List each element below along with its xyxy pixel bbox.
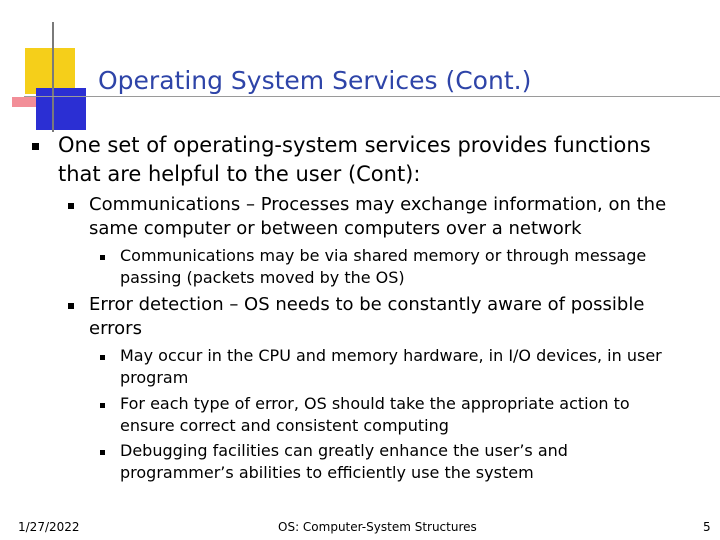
bullet-text: May occur in the CPU and memory hardware, in I/O devices, in user: [120, 346, 662, 365]
bullet-square-icon: [32, 143, 39, 150]
bullet-text: errors: [89, 318, 142, 339]
bullet-text: Communications – Processes may exchange information, on the: [89, 194, 667, 215]
bullet-text: For each type of error, OS should take the appropriate action to: [120, 394, 630, 413]
bullet-text: Communications may be via shared memory or through message: [120, 246, 647, 265]
bullet-text: passing (packets moved by the OS): [120, 268, 405, 287]
bullet-text: Debugging facilities can greatly enhance the user’s and: [120, 441, 568, 460]
bullet-square-icon: [100, 403, 105, 408]
bullet-square-icon: [100, 355, 105, 360]
bullet-text: program: [120, 368, 189, 387]
bullet-text: ensure correct and consistent computing: [120, 416, 449, 435]
title-underline: [24, 96, 720, 97]
bullet-square-icon: [68, 303, 74, 309]
bullet-square-icon: [68, 203, 74, 209]
bullet-text: that are helpful to the user (Cont):: [58, 162, 421, 186]
bullet-square-icon: [100, 255, 105, 260]
footer-date: 1/27/2022: [18, 520, 80, 534]
logo-blue-square: [36, 88, 86, 130]
page-number: 5: [703, 520, 711, 534]
logo-vertical-line: [52, 22, 54, 132]
bullet-text: same computer or between computers over a network: [89, 218, 582, 239]
footer-center-text: OS: Computer-System Structures: [278, 520, 477, 534]
bullet-text: Error detection – OS needs to be constantly aware of possible: [89, 294, 645, 315]
bullet-square-icon: [100, 450, 105, 455]
slide-title: Operating System Services (Cont.): [98, 66, 532, 95]
bullet-text: One set of operating-system services provides functions: [58, 133, 651, 157]
bullet-text: programmer’s abilities to efficiently use the system: [120, 463, 534, 482]
